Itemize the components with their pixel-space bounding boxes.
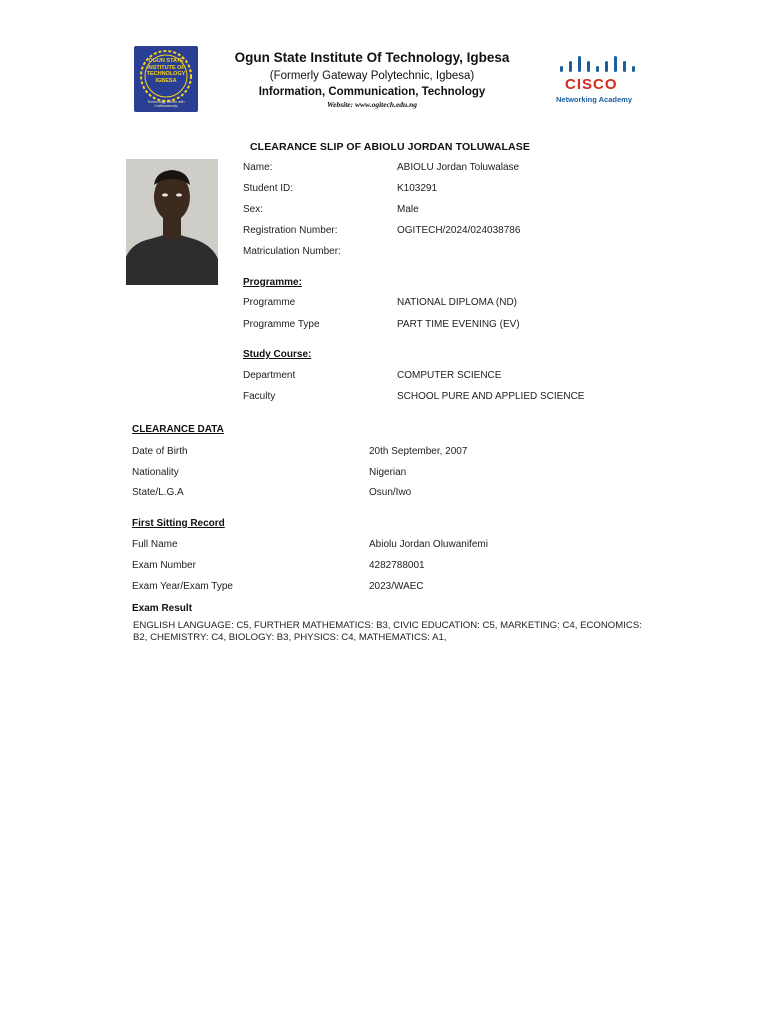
institution-name: Ogun State Institute Of Technology, Igbesa (234, 50, 510, 65)
exam-result-label: Exam Result (132, 603, 193, 614)
programme-type-label: Programme Type (243, 319, 320, 330)
study-course-heading: Study Course: (243, 349, 312, 360)
faculty-label: Faculty (243, 391, 276, 402)
programme-value: NATIONAL DIPLOMA (ND) (397, 297, 518, 308)
website-text: Website: www.ogitech.edu.ng (327, 100, 417, 109)
exam-number-value: 4282788001 (369, 560, 425, 571)
exam-number-label: Exam Number (132, 560, 196, 571)
cisco-logo (556, 52, 642, 108)
slip-title: CLEARANCE SLIP OF ABIOLU JORDAN TOLUWALASE (250, 141, 530, 153)
full-name-label: Full Name (132, 539, 178, 550)
nationality-value: Nigerian (369, 467, 407, 478)
letterhead (132, 46, 642, 114)
exam-result-value: ENGLISH LANGUAGE: C5, FURTHER MATHEMATICS: B3, CIVIC EDUCATION: C5, MARKETING: C4, ECONOMICS: B2, CHEMISTRY: C4, BIOLOGY: B3, PHYSICS: C4, MATHEMATICS: A1, (133, 620, 642, 643)
sex-label: Sex: (243, 204, 264, 215)
clearance-data-heading: CLEARANCE DATA (132, 424, 224, 435)
exam-year-type-value: 2023/WAEC (369, 581, 424, 592)
full-name-value: Abiolu Jordan Oluwanifemi (369, 539, 488, 550)
seal-motto: Technology Driven with Craftsmanship (147, 100, 185, 108)
sex-value: Male (397, 204, 419, 215)
nationality-label: Nationality (132, 467, 179, 478)
networking-academy-text: Networking Academy (556, 95, 632, 104)
programme-label: Programme (243, 297, 296, 308)
student-photo (126, 159, 218, 285)
name-label: Name: (243, 162, 273, 173)
date-of-birth-label: Date of Birth (132, 446, 188, 457)
former-name: (Formerly Gateway Polytechnic, Igbesa) (269, 70, 475, 82)
cisco-bars-icon (556, 52, 642, 76)
exam-year-type-label: Exam Year/Exam Type (132, 581, 233, 592)
name-value: ABIOLU Jordan Toluwalase (397, 162, 520, 173)
student-id-value: K103291 (397, 183, 438, 194)
programme-heading: Programme: (243, 277, 302, 288)
state-lga-value: Osun/Iwo (369, 487, 412, 498)
registration-number-value: OGITECH/2024/024038786 (397, 225, 521, 236)
seal-text: OGUN STATE INSTITUTE OF TECHNOLOGY IGBESA (146, 58, 186, 84)
department-name: Information, Communication, Technology (258, 86, 486, 98)
department-label: Department (243, 370, 296, 381)
programme-type-value: PART TIME EVENING (EV) (397, 319, 520, 330)
first-sitting-heading: First Sitting Record (132, 518, 225, 529)
cisco-wordmark: CISCO (565, 76, 618, 93)
state-lga-label: State/L.G.A (132, 487, 184, 498)
matriculation-number-label: Matriculation Number: (243, 246, 341, 257)
department-value: COMPUTER SCIENCE (397, 370, 502, 381)
date-of-birth-value: 20th September, 2007 (369, 446, 468, 457)
student-portrait-image (126, 159, 218, 285)
institution-heading (202, 46, 542, 110)
student-id-label: Student ID: (243, 183, 294, 194)
institution-seal-logo (134, 46, 198, 112)
registration-number-label: Registration Number: (243, 225, 338, 236)
faculty-value: SCHOOL PURE AND APPLIED SCIENCE (397, 391, 585, 402)
